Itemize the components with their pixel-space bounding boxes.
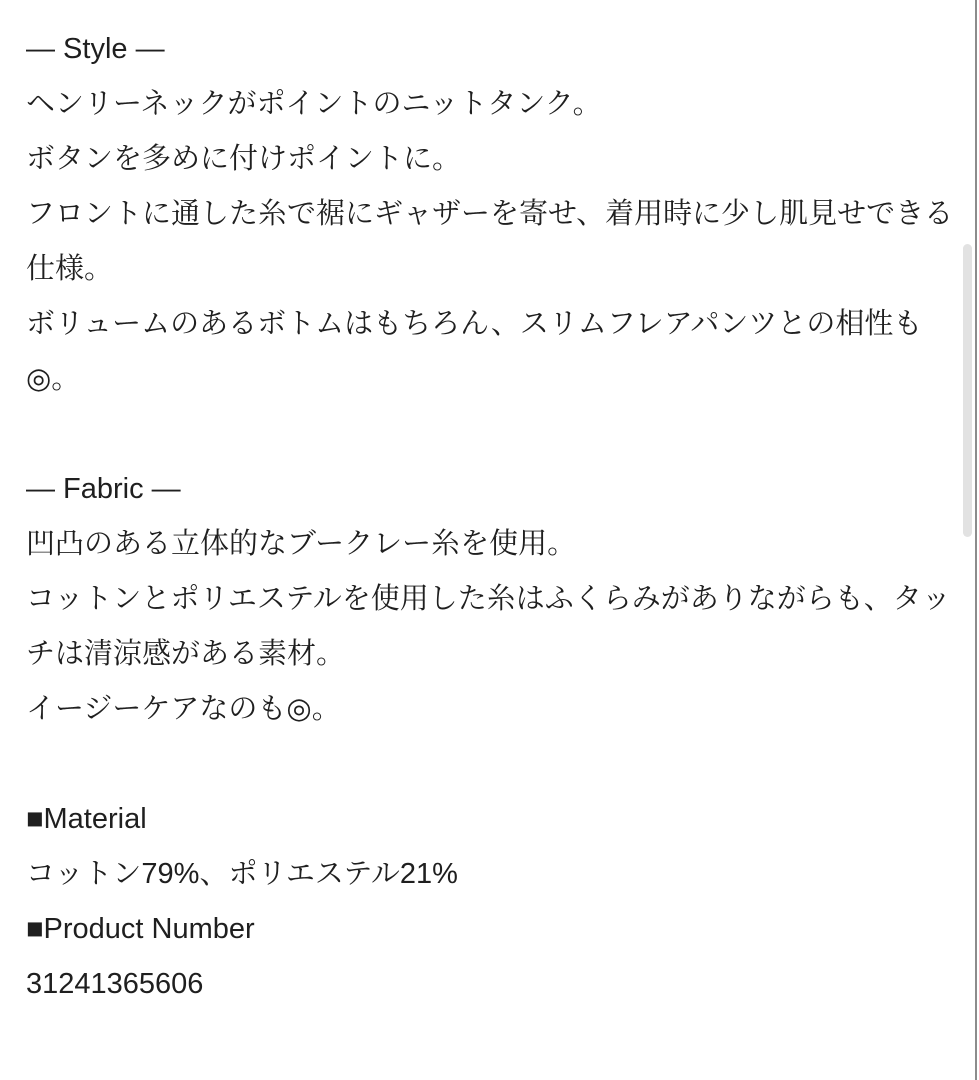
product-description-text — [26, 22, 954, 1012]
blank-line — [26, 737, 935, 792]
viewport-right-border — [975, 0, 977, 1080]
body-line: チは清涼感がある素材。 — [26, 638, 346, 670]
body-line: コットンとポリエステルを使用した糸はふくらみがありながらも、タッ — [26, 583, 951, 615]
body-line: 仕様。 — [26, 253, 114, 285]
body-line: フロントに通した糸で裾にギャザーを寄せ、着用時に少し肌見せできる — [26, 198, 954, 230]
body-line: コットン79%、ポリエステル21% — [26, 858, 458, 890]
blank-line — [26, 407, 935, 462]
body-line: ボリュームのあるボトムはもちろん、スリムフレアパンツとの相性も — [26, 308, 923, 340]
scrollbar-thumb[interactable] — [963, 244, 972, 537]
section-heading-line: — Fabric — — [26, 473, 181, 505]
label-heading-line: ■Product Number — [26, 913, 255, 945]
body-line: ボタンを多めに付けポイントに。 — [26, 143, 462, 175]
section-heading-line: — Style — — [26, 33, 165, 65]
label-heading-line: ■Material — [26, 803, 147, 835]
body-line: ヘンリーネックがポイントのニットタンク。 — [26, 88, 602, 120]
body-line: ◎。 — [26, 363, 81, 395]
body-line: イージーケアなのも◎。 — [26, 693, 341, 725]
body-line: 凹凸のある立体的なブークレー糸を使用。 — [26, 528, 577, 560]
body-line: 31241365606 — [26, 968, 204, 1000]
